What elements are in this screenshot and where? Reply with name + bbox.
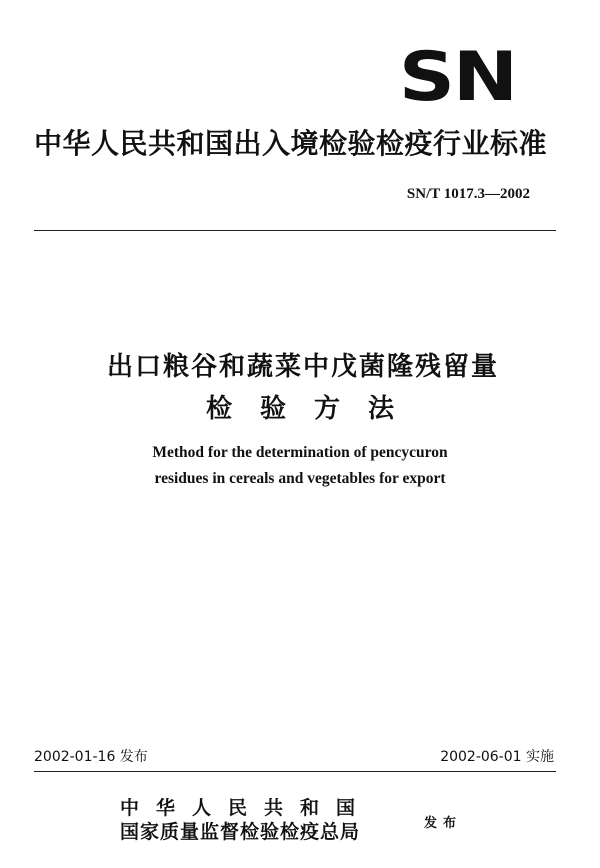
english-title-line2: residues in cereals and vegetables for export [154,470,446,487]
top-divider [34,230,556,231]
english-title [0,440,600,492]
issue-date: 2002-01-16 发布 [34,749,148,765]
bottom-divider [34,771,556,772]
chinese-subtitle: 检验方法 [205,394,422,424]
sn-logo: SN [398,38,516,117]
issue-label: 发布 [424,816,463,831]
effective-date: 2002-06-01 实施 [440,749,554,765]
issuer-country: 中华人民共和国 [120,797,373,819]
standard-code: SN/T 1017.3—2002 [406,186,530,202]
sector-standard-title: 中华人民共和国出入境检验检疫行业标准 [34,127,548,160]
issuer-agency: 国家质量监督检验检疫总局 [120,821,361,843]
english-title-line1: Method for the determination of pencycuron [152,444,448,461]
chinese-title: 出口粮谷和蔬菜中戊菌隆残留量 [106,352,499,382]
issuing-authority [120,796,372,844]
